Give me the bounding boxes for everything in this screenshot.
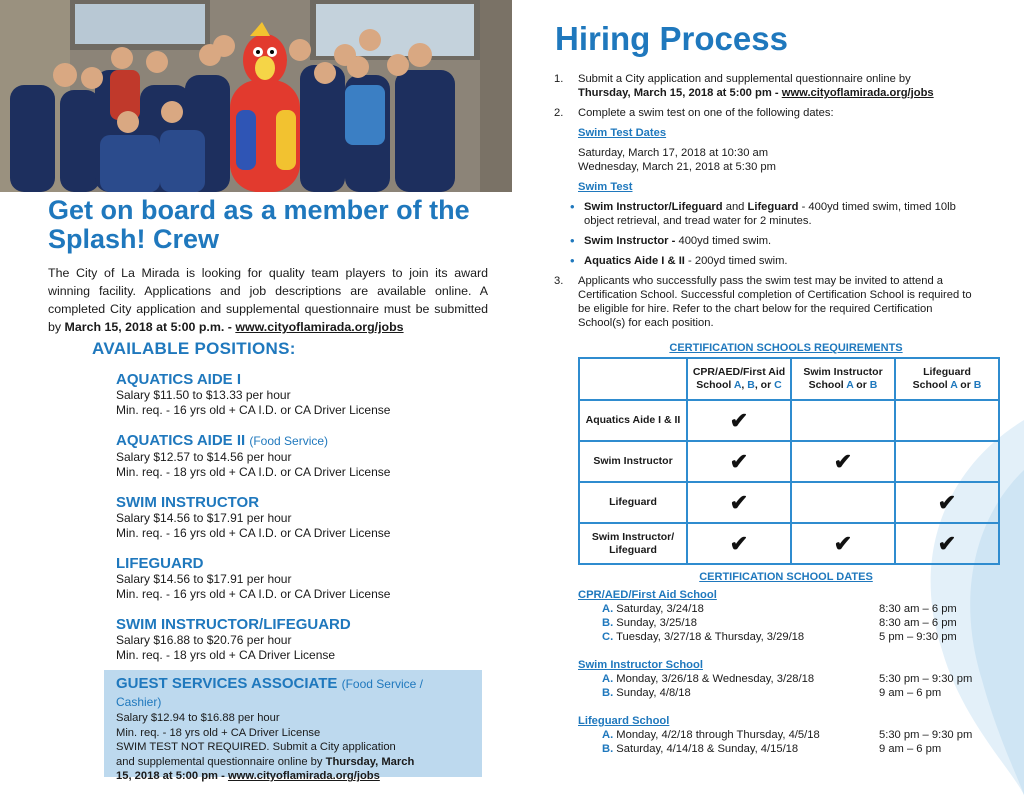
- school-date: Sunday, 4/8/18: [613, 687, 691, 699]
- col-header-sep: ,: [741, 379, 748, 391]
- guest-note: (Food Service / Cashier): [116, 677, 423, 709]
- swim-test-mid: and: [722, 201, 748, 213]
- position-title: [116, 494, 496, 511]
- right-page: [512, 0, 1024, 795]
- table-row: [579, 523, 999, 564]
- col-header-letter: B: [869, 379, 878, 391]
- checkmark-icon: ✔: [833, 448, 853, 474]
- table-cell: [791, 400, 895, 441]
- table-header-row: [579, 358, 999, 400]
- col-header-letter: B: [973, 379, 982, 391]
- table-cell: [895, 441, 999, 482]
- col-header-pre: School: [696, 379, 734, 391]
- step-number: 3.: [554, 275, 564, 287]
- table-cell: [791, 441, 895, 482]
- step-3: [554, 274, 974, 330]
- school-time: 5:30 pm – 9:30 pm: [879, 673, 973, 685]
- checkmark-icon: ✔: [833, 530, 853, 556]
- table-row: [579, 400, 999, 441]
- position-requirement: Min. req. - 18 yrs old + CA Driver License: [116, 648, 336, 662]
- school-time: 9 am – 6 pm: [879, 743, 942, 755]
- position-title-text: AQUATICS AIDE II: [116, 432, 246, 449]
- school-time: 8:30 am – 6 pm: [879, 617, 957, 629]
- table-column-header: [791, 358, 895, 400]
- col-header-letter: C: [774, 379, 782, 391]
- position-title: [116, 432, 496, 450]
- table-column-header: [687, 358, 791, 400]
- school-name: CPR/AED/First Aid School: [578, 589, 717, 601]
- table-cell: [687, 441, 791, 482]
- table-cell: [895, 482, 999, 523]
- school-time: 8:30 am – 6 pm: [879, 603, 957, 615]
- school-letter: A.: [602, 603, 614, 615]
- hiring-process-title: Hiring Process: [555, 20, 788, 57]
- position-item: [116, 432, 496, 480]
- certification-requirements-heading: CERTIFICATION SCHOOLS REQUIREMENTS: [669, 342, 903, 354]
- school-date-row: [578, 672, 998, 686]
- school-name: Swim Instructor School: [578, 659, 703, 671]
- available-positions-heading: AVAILABLE POSITIONS:: [92, 339, 296, 358]
- certification-requirements-table: [578, 357, 1000, 565]
- col-header-letter: B: [747, 379, 755, 391]
- position-requirement: Min. req. - 16 yrs old + CA I.D. or CA Driver License: [116, 403, 391, 417]
- position-title: [116, 555, 496, 572]
- table-cell: [687, 400, 791, 441]
- school-date-row: [578, 616, 998, 630]
- team-photo: [0, 0, 512, 192]
- school-swim-instructor: [578, 658, 998, 700]
- swim-test-bold: Swim Instructor -: [584, 235, 676, 247]
- step-1: [554, 72, 974, 100]
- row-label: Swim Instructor: [579, 441, 687, 482]
- table-cell: [895, 400, 999, 441]
- position-title: [116, 371, 496, 388]
- col-header-sep: or: [853, 379, 870, 391]
- school-name: Lifeguard School: [578, 715, 670, 727]
- swim-test-text: - 200yd timed swim.: [684, 255, 788, 267]
- school-time: 9 am – 6 pm: [879, 687, 942, 699]
- table-cell: [895, 523, 999, 564]
- step-2: [554, 106, 974, 120]
- step-1-text: Submit a City application and supplemental questionnaire online by: [578, 73, 911, 85]
- position-title-text: SWIM INSTRUCTOR: [116, 494, 260, 511]
- swim-test-item: [584, 200, 974, 228]
- guest-services-box: [104, 670, 482, 783]
- position-salary: Salary $12.57 to $14.56 per hour: [116, 450, 292, 464]
- step-1-sep: -: [771, 87, 782, 99]
- school-date-row: [578, 686, 998, 700]
- table-cell: [687, 523, 791, 564]
- step-number: 1.: [554, 73, 564, 85]
- positions-list: [116, 371, 496, 677]
- swim-test-date: Saturday, March 17, 2018 at 10:30 am: [578, 147, 769, 159]
- intro-sep: -: [224, 320, 236, 334]
- guest-note-line-3: [116, 769, 470, 784]
- school-time: 5:30 pm – 9:30 pm: [879, 729, 973, 741]
- school-letter: A.: [602, 729, 614, 741]
- position-salary: Salary $14.56 to $17.91 per hour: [116, 511, 292, 525]
- school-date: Saturday, 4/14/18 & Sunday, 4/15/18: [613, 743, 799, 755]
- guest-line3-bold: 15, 2018 at 5:00 pm: [116, 770, 218, 783]
- swim-test-text: 400yd timed swim.: [675, 235, 772, 247]
- position-requirement: Min. req. - 16 yrs old + CA I.D. or CA Driver License: [116, 587, 391, 601]
- position-title: [116, 616, 496, 633]
- position-item: [116, 555, 496, 602]
- school-date: Sunday, 3/25/18: [613, 617, 697, 629]
- position-requirement: Min. req. - 18 yrs old + CA I.D. or CA Driver License: [116, 465, 391, 479]
- step-1-jobs-link[interactable]: www.cityoflamirada.org/jobs: [781, 87, 934, 99]
- guest-salary: Salary $12.94 to $16.88 per hour: [116, 712, 280, 724]
- school-date-row: [578, 742, 998, 756]
- position-note: (Food Service): [249, 434, 329, 448]
- school-date-row: [578, 728, 998, 742]
- checkmark-icon: ✔: [729, 489, 749, 515]
- checkmark-icon: ✔: [729, 530, 749, 556]
- swim-test-list: [554, 200, 974, 268]
- swim-test-dates-label: Swim Test Dates: [578, 127, 667, 139]
- guest-note-line-2: [116, 755, 470, 770]
- position-salary: Salary $16.88 to $20.76 per hour: [116, 633, 292, 647]
- col-header-line1: Lifeguard: [923, 366, 971, 378]
- table-cell: [687, 482, 791, 523]
- table-column-header: [895, 358, 999, 400]
- checkmark-icon: ✔: [729, 407, 749, 433]
- school-cpr: [578, 588, 998, 644]
- swim-test-dates-section: [554, 126, 974, 194]
- swim-test-date: Wednesday, March 21, 2018 at 5:30 pm: [578, 161, 776, 173]
- school-date-row: [578, 602, 998, 616]
- swim-test-bold: Aquatics Aide I & II: [584, 255, 685, 267]
- school-date: Monday, 4/2/18 through Thursday, 4/5/18: [613, 729, 820, 741]
- school-letter: C.: [602, 631, 614, 643]
- col-header-line1: Swim Instructor: [803, 366, 883, 378]
- school-letter: B.: [602, 743, 614, 755]
- guest-line2-text: and supplemental questionnaire online by: [116, 755, 326, 768]
- table-row: [579, 482, 999, 523]
- school-date: Monday, 3/26/18 & Wednesday, 3/28/18: [613, 673, 815, 685]
- school-letter: A.: [602, 673, 614, 685]
- guest-title-text: GUEST SERVICES ASSOCIATE: [116, 675, 338, 692]
- position-requirement: Min. req. - 16 yrs old + CA I.D. or CA Driver License: [116, 526, 391, 540]
- step-1-deadline: Thursday, March 15, 2018 at 5:00 pm: [578, 87, 772, 99]
- step-3-text: Applicants who successfully pass the swim test may be invited to attend a Certification School. Successful completion of Certification School is required to be eligible for hire. Refer to the chart below for the required Certification School(s) for each position.: [578, 275, 972, 329]
- jobs-link[interactable]: www.cityoflamirada.org/jobs: [235, 320, 404, 334]
- checkmark-icon: ✔: [937, 489, 957, 515]
- table-corner-cell: [579, 358, 687, 400]
- school-date: Saturday, 3/24/18: [613, 603, 704, 615]
- swim-test-item: [584, 234, 974, 248]
- table-cell: [791, 523, 895, 564]
- table-row: [579, 441, 999, 482]
- school-letter: B.: [602, 687, 614, 699]
- intro-deadline: March 15, 2018 at 5:00 p.m.: [64, 320, 225, 334]
- headline: Get on board as a member of the Splash! Crew: [48, 195, 470, 254]
- school-date: Tuesday, 3/27/18 & Thursday, 3/29/18: [613, 631, 805, 643]
- guest-title: [116, 675, 470, 711]
- col-header-letter: A: [846, 379, 854, 391]
- position-salary: Salary $14.56 to $17.91 per hour: [116, 572, 292, 586]
- row-label: Swim Instructor/ Lifeguard: [579, 523, 687, 564]
- position-title-text: SWIM INSTRUCTOR/LIFEGUARD: [116, 616, 351, 633]
- position-salary: Salary $11.50 to $13.33 per hour: [116, 388, 291, 402]
- school-lifeguard: [578, 714, 998, 756]
- checkmark-icon: ✔: [729, 448, 749, 474]
- position-title-text: LIFEGUARD: [116, 555, 204, 572]
- intro-text: The City of La Mirada is looking for quality team players to join its award winning facility. Applications and job descriptions are available online. A completed City application and supplemental questionnaire must be submitted by: [48, 266, 488, 334]
- swim-test-item: [584, 254, 974, 268]
- guest-note-line-1: SWIM TEST NOT REQUIRED. Submit a City application: [116, 741, 396, 754]
- row-label: Lifeguard: [579, 482, 687, 523]
- col-header-pre: School: [912, 379, 951, 391]
- guest-line2-bold: Thursday, March: [325, 755, 415, 768]
- guest-line3-sep: -: [218, 770, 228, 783]
- row-label: Aquatics Aide I & II: [579, 400, 687, 441]
- checkmark-icon: ✔: [937, 530, 957, 556]
- step-number: 2.: [554, 107, 564, 119]
- school-time: 5 pm – 9:30 pm: [879, 631, 957, 643]
- school-letter: B.: [602, 617, 614, 629]
- guest-jobs-link[interactable]: www.cityoflamirada.org/jobs: [227, 770, 380, 783]
- school-date-row: [578, 630, 998, 644]
- step-2-text: Complete a swim test on one of the following dates:: [578, 107, 834, 119]
- position-item: [116, 494, 496, 541]
- position-item: [116, 371, 496, 418]
- certification-dates-heading: CERTIFICATION SCHOOL DATES: [699, 571, 873, 583]
- swim-test-bold2: Lifeguard: [747, 201, 799, 213]
- col-header-pre: School: [808, 379, 847, 391]
- guest-requirement: Min. req. - 18 yrs old + CA Driver License: [116, 726, 321, 739]
- swim-test-bold: Swim Instructor/Lifeguard: [584, 201, 723, 213]
- col-header-sep: , or: [754, 379, 775, 391]
- col-header-line1: CPR/AED/First Aid: [692, 366, 786, 378]
- position-item: [116, 616, 496, 663]
- table-cell: [791, 482, 895, 523]
- position-title-text: AQUATICS AIDE I: [116, 371, 242, 388]
- hiring-steps: [554, 72, 974, 330]
- intro-paragraph: [48, 264, 488, 336]
- swim-test-text: - 400yd timed swim, timed 10lb object retrieval, and tread water for 2 minutes.: [584, 201, 956, 227]
- col-header-letter: A: [733, 379, 742, 391]
- col-header-sep: or: [957, 379, 974, 391]
- col-header-letter: A: [950, 379, 958, 391]
- swim-test-label: Swim Test: [578, 181, 633, 193]
